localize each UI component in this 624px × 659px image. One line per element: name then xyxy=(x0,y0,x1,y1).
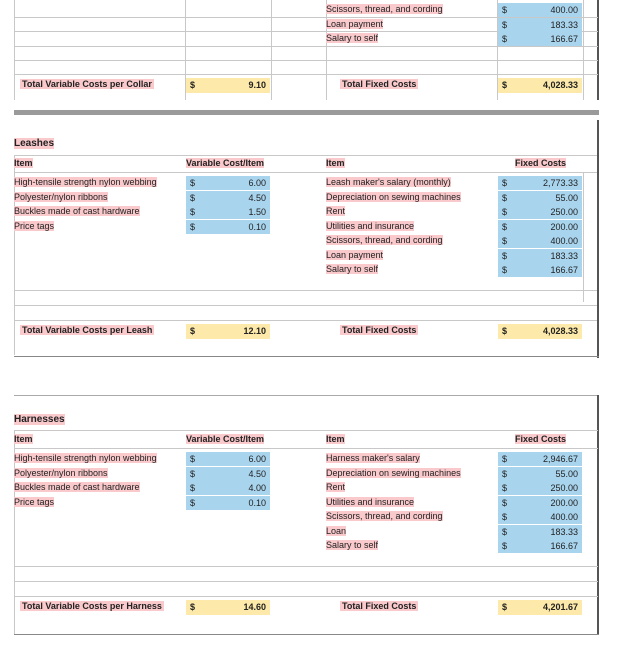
collars-total-fixed-cell: $ 4,028.33 xyxy=(498,78,582,93)
harnesses-var-row-value: 0.10 xyxy=(248,497,266,508)
leashes-var-row-value-cell xyxy=(186,205,270,219)
leashes-fixed-row-value-cell xyxy=(498,220,582,234)
currency-symbol: $ xyxy=(502,221,508,232)
harnesses-fixed-row-label-text: Utilities and insurance xyxy=(326,496,415,507)
harnesses-var-row-value: 4.50 xyxy=(248,468,266,479)
currency-symbol: $ xyxy=(190,497,196,508)
collars-fixed-row-label-text: Loan payment xyxy=(326,18,384,29)
collars-fixed-row-label-text: Salary to self xyxy=(326,33,379,43)
harnesses-fixed-item-header: Item xyxy=(326,434,345,444)
collars-fixed-row-label xyxy=(326,4,443,14)
leashes-total-var-label: Total Variable Costs per Leash xyxy=(22,325,153,335)
harnesses-var-row-value-cell xyxy=(186,481,270,495)
currency-symbol: $ xyxy=(190,192,196,203)
currency-symbol: $ xyxy=(190,483,196,493)
leashes-item-header: Item xyxy=(14,158,33,168)
currency-symbol: $ xyxy=(190,207,196,217)
leashes-var-row-value-cell xyxy=(186,176,270,190)
harnesses-fixed-row-value-cell xyxy=(498,467,582,481)
leashes-fixed-row-label-text: Salary to self xyxy=(326,264,379,274)
harnesses-var-row-label xyxy=(14,453,157,463)
leashes-fixed-row-value-cell xyxy=(498,249,582,263)
harnesses-fixed-row-value-cell xyxy=(498,539,582,553)
collars-total-fixed-label: Total Fixed Costs xyxy=(342,79,417,89)
leashes-fixed-row-value: 55.00 xyxy=(555,192,578,203)
harnesses-fixed-header: Fixed Costs xyxy=(515,434,567,444)
leashes-fixed-row-label-text: Depreciation on sewing machines xyxy=(326,191,461,202)
leashes-var-row-value: 0.10 xyxy=(248,221,266,232)
leashes-var-row-label xyxy=(14,177,157,187)
harnesses-total-fixed-cell: $ 4,201.67 xyxy=(498,600,582,615)
collars-fixed-row-value-cell xyxy=(498,3,582,17)
collars-fixed-row-label xyxy=(326,19,383,29)
leashes-fixed-row-value-cell xyxy=(498,263,582,277)
leashes-var-row-value-cell xyxy=(186,220,270,234)
harnesses-fixed-row-label xyxy=(326,540,378,550)
harnesses-var-row-label-text: Price tags xyxy=(14,496,55,507)
harnesses-fixed-row-value: 166.67 xyxy=(550,541,578,551)
harnesses-fixed-row-label xyxy=(326,511,443,521)
harnesses-fixed-row-label-text: Harness maker's salary xyxy=(326,453,420,463)
leashes-fixed-row-label-text: Loan payment xyxy=(326,249,384,260)
harnesses-var-row-value: 6.00 xyxy=(248,454,266,464)
leashes-var-row-label-text: High-tensile strength nylon webbing xyxy=(14,177,157,187)
harnesses-fixed-row-label-text: Rent xyxy=(326,482,346,492)
collars-fixed-row-value: 183.33 xyxy=(550,19,578,30)
leashes-fixed-row-label-text: Utilities and insurance xyxy=(326,220,415,231)
currency-symbol: $ xyxy=(502,5,508,15)
leashes-total-var-cell: $ 12.10 xyxy=(186,324,270,339)
collars-total-var-label: Total Variable Costs per Collar xyxy=(22,79,152,89)
currency-symbol: $ xyxy=(502,265,508,275)
leashes-fixed-row-value: 400.00 xyxy=(550,236,578,246)
leashes-title: Leashes xyxy=(14,138,55,149)
currency-symbol: $ xyxy=(190,221,196,232)
currency-symbol: $ xyxy=(502,250,508,261)
leashes-var-header: Variable Cost/Item xyxy=(186,158,265,168)
leashes-fixed-row-value-cell xyxy=(498,191,582,205)
leashes-var-row-value: 6.00 xyxy=(248,178,266,188)
harnesses-fixed-row-value: 400.00 xyxy=(550,512,578,522)
leashes-fixed-row-value: 200.00 xyxy=(550,221,578,232)
leashes-fixed-row-value: 2,773.33 xyxy=(542,178,578,188)
harnesses-fixed-row-value-cell xyxy=(498,481,582,495)
leashes-var-row-value: 4.50 xyxy=(248,192,266,203)
leashes-fixed-row-label-text: Scissors, thread, and cording xyxy=(326,235,443,245)
harnesses-fixed-row-value: 183.33 xyxy=(550,526,578,537)
harnesses-fixed-row-label-text: Salary to self xyxy=(326,540,379,550)
harnesses-fixed-row-label-text: Scissors, thread, and cording xyxy=(326,511,443,521)
currency-symbol: $ xyxy=(502,34,508,44)
leashes-fixed-row-value-cell xyxy=(498,234,582,248)
harnesses-var-header: Variable Cost/Item xyxy=(186,434,265,444)
leashes-var-row-label xyxy=(14,221,54,231)
leashes-var-row-value: 1.50 xyxy=(248,207,266,217)
harnesses-var-row-label-text: High-tensile strength nylon webbing xyxy=(14,453,157,463)
collars-fixed-row-label-text: Scissors, thread, and cording xyxy=(326,4,443,14)
harnesses-var-row-value-cell xyxy=(186,467,270,481)
collars-fixed-row-label xyxy=(326,33,378,43)
leashes-total-fixed-label: Total Fixed Costs xyxy=(342,325,417,335)
currency-symbol: $ xyxy=(502,236,508,246)
currency-symbol: $ xyxy=(502,483,508,493)
leashes-fixed-row-label xyxy=(326,177,451,187)
leashes-fixed-row-label-text: Rent xyxy=(326,206,346,216)
currency-symbol: $ xyxy=(190,178,196,188)
harnesses-var-row-label xyxy=(14,497,54,507)
leashes-fixed-row-value-cell xyxy=(498,176,582,190)
leashes-fixed-row-value-cell xyxy=(498,205,582,219)
harnesses-var-row-value-cell xyxy=(186,452,270,466)
leashes-fixed-row-label xyxy=(326,250,383,260)
leashes-var-row-label-text: Polyester/nylon ribbons xyxy=(14,191,108,202)
harnesses-var-row-label xyxy=(14,482,140,492)
currency-symbol: $ xyxy=(502,497,508,508)
harnesses-item-header: Item xyxy=(14,434,33,444)
harnesses-var-row-label-text: Polyester/nylon ribbons xyxy=(14,467,108,478)
leashes-fixed-row-label-text: Leash maker's salary (monthly) xyxy=(326,177,451,187)
harnesses-fixed-row-value-cell xyxy=(498,452,582,466)
harnesses-fixed-row-value: 200.00 xyxy=(550,497,578,508)
harnesses-fixed-row-label xyxy=(326,526,346,536)
harnesses-title: Harnesses xyxy=(14,414,65,425)
harnesses-total-var-cell: $ 14.60 xyxy=(186,600,270,615)
harnesses-fixed-row-value: 55.00 xyxy=(555,468,578,479)
harnesses-fixed-row-value: 250.00 xyxy=(550,483,578,493)
leashes-var-row-value-cell xyxy=(186,191,270,205)
leashes-fixed-header: Fixed Costs xyxy=(515,158,567,168)
leashes-total-fixed-cell: $ 4,028.33 xyxy=(498,324,582,339)
harnesses-var-row-label xyxy=(14,468,108,478)
harnesses-var-row-label-text: Buckles made of cast hardware xyxy=(14,482,140,492)
leashes-var-row-label xyxy=(14,192,108,202)
currency-symbol: $ xyxy=(190,454,196,464)
harnesses-fixed-row-value-cell xyxy=(498,496,582,510)
harnesses-fixed-row-label xyxy=(326,497,414,507)
leashes-fixed-row-label xyxy=(326,264,378,274)
leashes-fixed-row-label xyxy=(326,221,414,231)
collars-fixed-row-value-cell xyxy=(498,18,582,32)
harnesses-fixed-row-label-text: Depreciation on sewing machines xyxy=(326,467,461,478)
harnesses-total-fixed-label: Total Fixed Costs xyxy=(342,601,417,611)
collars-fixed-row-value: 400.00 xyxy=(550,5,578,15)
leashes-var-row-label-text: Buckles made of cast hardware xyxy=(14,206,140,216)
leashes-fixed-row-label xyxy=(326,235,443,245)
leashes-var-row-label xyxy=(14,206,140,216)
currency-symbol: $ xyxy=(502,207,508,217)
leashes-fixed-row-label xyxy=(326,192,461,202)
harnesses-fixed-row-value-cell xyxy=(498,525,582,539)
currency-symbol: $ xyxy=(190,468,196,479)
collars-total-var-cell: $ 9.10 xyxy=(186,78,270,93)
leashes-fixed-row-value: 183.33 xyxy=(550,250,578,261)
harnesses-var-row-value-cell xyxy=(186,496,270,510)
harnesses-fixed-row-label-text: Loan xyxy=(326,525,347,536)
leashes-fixed-item-header: Item xyxy=(326,158,345,168)
harnesses-var-row-value: 4.00 xyxy=(248,483,266,493)
currency-symbol: $ xyxy=(502,541,508,551)
currency-symbol: $ xyxy=(502,468,508,479)
harnesses-fixed-row-label xyxy=(326,453,420,463)
harnesses-fixed-row-value-cell xyxy=(498,510,582,524)
currency-symbol: $ xyxy=(502,526,508,537)
collars-fixed-row-value-cell xyxy=(498,32,582,46)
harnesses-fixed-row-value: 2,946.67 xyxy=(542,454,578,464)
currency-symbol: $ xyxy=(502,512,508,522)
leashes-fixed-row-value: 166.67 xyxy=(550,265,578,275)
currency-symbol: $ xyxy=(502,454,508,464)
harnesses-fixed-row-label xyxy=(326,482,345,492)
collars-fixed-row-value: 166.67 xyxy=(550,34,578,44)
currency-symbol: $ xyxy=(502,19,508,30)
harnesses-total-var-label: Total Variable Costs per Harness xyxy=(22,601,162,611)
harnesses-fixed-row-label xyxy=(326,468,461,478)
leashes-var-row-label-text: Price tags xyxy=(14,220,55,231)
currency-symbol: $ xyxy=(502,178,508,188)
leashes-fixed-row-label xyxy=(326,206,345,216)
currency-symbol: $ xyxy=(502,192,508,203)
leashes-fixed-row-value: 250.00 xyxy=(550,207,578,217)
